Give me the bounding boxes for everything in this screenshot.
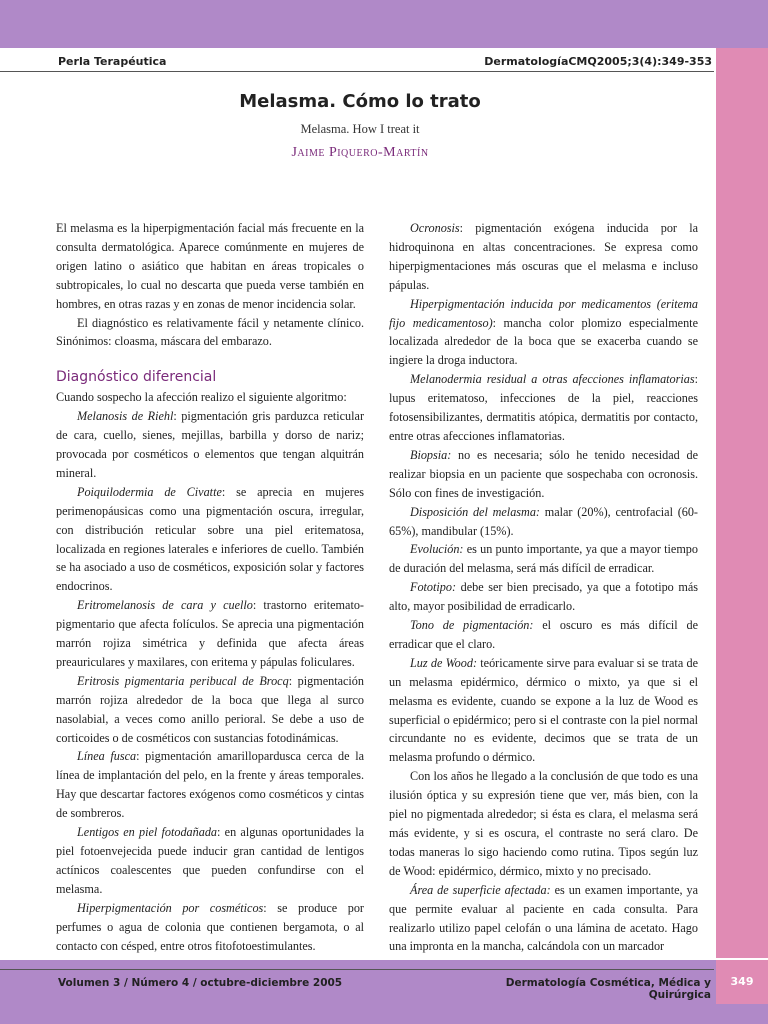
term: Ocronosis bbox=[410, 221, 460, 235]
definition: : se aprecia en mujeres perimenopáusicas como una pigmentación oscura, irregular, con distribución reticular sobre una piel eritematosa, localizada en regiones laterales e inferiores de cuello. También se ha asociado a uso de cosméticos, exposición solar y factores endocrinos. bbox=[56, 484, 364, 594]
definition: : se produce por perfumes o agua de colonia que contienen bergamota, o al contacto con césped, entre otros fitofotoestimulantes. bbox=[56, 900, 364, 953]
definition: : lupus eritematoso, infecciones de la piel, reacciones fotosensibilizantes, dermatitis atópica, dermatitis por contacto, entre otras afecciones inflamatorias. bbox=[389, 372, 698, 443]
term: Biopsia: bbox=[410, 447, 452, 462]
header-divider bbox=[0, 71, 714, 72]
term: Área de superficie afectada: bbox=[410, 882, 551, 897]
footer-divider bbox=[0, 969, 714, 970]
left-column bbox=[56, 219, 364, 955]
list-item bbox=[389, 503, 698, 541]
term: Disposición del melasma: bbox=[410, 504, 540, 519]
term: Lentigos en piel fotodañada bbox=[77, 825, 218, 840]
list-item bbox=[389, 881, 698, 957]
list-item bbox=[389, 654, 698, 767]
definition: teóricamente sirve para evaluar si se trata de un melasma epidérmico, dérmico o mixto, ya que si el melasma es evidente, cuando se expone a la luz de Wood es superficial o epidérmico; pero si el contraste con la piel normal circundante no es evidente, decimos que se trata de un melasma profundo o dérmico. bbox=[389, 655, 698, 765]
term: Melanodermia residual a otras afecciones inflamatorias bbox=[410, 372, 695, 387]
term: Tono de pigmentación: bbox=[410, 618, 534, 633]
article-subtitle: Melasma. How I treat it bbox=[300, 122, 420, 136]
term: Línea fusca bbox=[77, 749, 137, 764]
list-item bbox=[56, 899, 364, 956]
definition: : pigmentación exógena inducida por la hidroquinona en altas concentraciones. Se expresa como hiperpigmentaciones más oscuras que el melasma e incluso pápulas. bbox=[389, 221, 698, 292]
definition: : trastorno eritemato-pigmentario que afecta folículos. Se aprecia una pigmentación marrón rojiza simétrica y definida que afecta áreas preauriculares y maxilares, con eritema y pápulas foliculares. bbox=[56, 598, 364, 669]
definition: : en algunas oportunidades la piel fotoenvejecida puede inducir gran cantidad de lentigos actínicos coalescentes que pueden confundirse con el melasma. bbox=[56, 825, 364, 896]
definition: : mancha color plomizo especialmente localizada alrededor de la boca que se exacerba cuando se ingiere la droga inductora. bbox=[389, 315, 698, 368]
section-label: Perla Terapéutica bbox=[58, 55, 167, 68]
definition: es un examen importante, ya que permite evaluar al paciente en cada consulta. Para realizarlo utilizo papel celofán o una lámina de acetato. Hago una impronta en la mancha, calcándola con un marcador bbox=[389, 882, 698, 954]
term: Eritromelanosis de cara y cuello bbox=[77, 598, 253, 613]
article-title: Melasma. Cómo lo trato bbox=[239, 91, 481, 112]
list-item bbox=[56, 407, 364, 483]
list-item bbox=[389, 370, 698, 446]
list-item bbox=[56, 483, 364, 596]
list-item bbox=[56, 672, 364, 748]
page-number: 349 bbox=[716, 960, 768, 1004]
list-item bbox=[56, 747, 364, 823]
paragraph: El melasma es la hiperpigmentación facial más frecuente en la consulta dermatológica. Aparece comúnmente en mujeres de origen latino o asiático que habitan en áreas tropicales o subtropicales, lo cual no descarta que pueda verse también en hombres, en otras razas y en zonas de menor incidencia solar. bbox=[56, 221, 364, 311]
list-item bbox=[389, 540, 698, 578]
issue-info: Volumen 3 / Número 4 / octubre-diciembre 2005 bbox=[58, 977, 343, 989]
definition: no es necesaria; sólo he tenido necesidad de realizar biopsia en un paciente que sospechaba con ocronosis. Sólo con fines de investigación. bbox=[389, 447, 698, 500]
top-color-band bbox=[0, 0, 768, 48]
definition: el oscuro es más difícil de erradicar que el claro. bbox=[389, 618, 699, 651]
journal-reference: DermatologíaCMQ2005;3(4):349-353 bbox=[484, 55, 712, 68]
term: Poiquilodermia de Civatte bbox=[77, 484, 222, 499]
list-item bbox=[56, 596, 364, 672]
list-item bbox=[389, 446, 698, 503]
list-item bbox=[56, 823, 364, 899]
term: Melanosis de Riehl bbox=[77, 409, 174, 424]
paragraph: Cuando sospecho la afección realizo el siguiente algoritmo: bbox=[56, 390, 347, 405]
term: Evolución: bbox=[410, 542, 464, 557]
definition: es un punto importante, ya que a mayor tiempo de duración del melasma, será más difícil de erradicar. bbox=[389, 542, 698, 576]
definition: : pigmentación gris parduzca reticular de cara, cuello, sienes, mejillas, barbilla y dorso de nariz; provocada por cosméticos o elementos que tengan alquitrán mineral. bbox=[56, 409, 364, 480]
list-item bbox=[389, 578, 698, 616]
right-column bbox=[389, 219, 698, 956]
term: Fototipo: bbox=[410, 580, 457, 595]
list-item bbox=[389, 295, 698, 371]
definition: debe ser bien precisado, ya que a fototipo más alto, mayor posibilidad de erradicarlo. bbox=[389, 580, 698, 614]
paragraph: El diagnóstico es relativamente fácil y netamente clínico. Sinónimos: cloasma, máscara del embarazo. bbox=[56, 315, 364, 349]
list-item bbox=[389, 616, 698, 654]
journal-name: Dermatología Cosmética, Médica y Quirúrgica bbox=[505, 977, 711, 1001]
paragraph: Con los años he llegado a la conclusión de que todo es una ilusión óptica y su expresión tiene que ver, más bien, con la piel no pigmentada alrededor; si ésta es clara, el melasma será más evidente, y si es oscura, el contraste no será claro. De todas maneras lo sigo haciendo como rutina. Tipos según luz de Wood: epidérmico, dérmico, mixto y no precisado. bbox=[389, 769, 698, 878]
term: Luz de Wood: bbox=[410, 655, 478, 670]
article-author: Jaime Piquero-Martín bbox=[291, 145, 429, 160]
definition: : pigmentación marrón rojiza alrededor de la boca que llega al surco nasolabial, a veces como anillo perioral. Se debe a uso de corticoides o de cosméticos con sustancias fotodinámicas. bbox=[56, 673, 364, 745]
term: Eritrosis pigmentaria peribucal de Brocq bbox=[77, 673, 289, 688]
definition: : pigmentación amarillopardusca cerca de la línea de implantación del pelo, en la frente y áreas temporales. Hay que descartar factores exógenos como cosméticos y cintas de sombreros. bbox=[56, 749, 364, 821]
right-color-band bbox=[716, 48, 768, 958]
list-item bbox=[389, 219, 698, 295]
definition: malar (20%), centrofacial (60-65%), mandibular (15%). bbox=[389, 504, 698, 538]
term: Hiperpigmentación inducida por medicamentos (eritema fijo medicamentoso) bbox=[389, 296, 698, 330]
term: Hiperpigmentación por cosméticos bbox=[77, 900, 264, 915]
section-heading: Diagnóstico diferencial bbox=[56, 369, 217, 386]
